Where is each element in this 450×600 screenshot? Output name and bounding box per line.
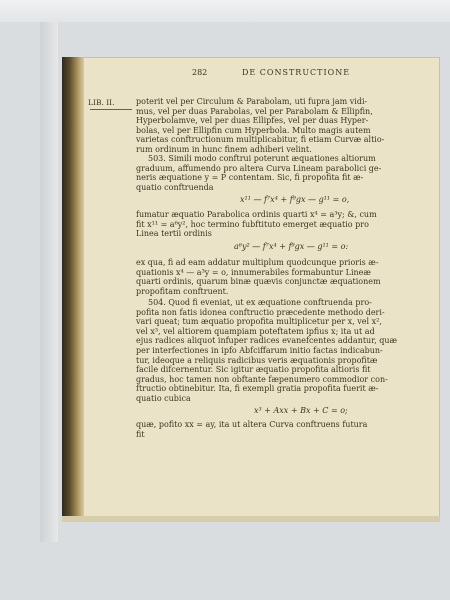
text-line: 504. Quod fi eveniat, ut ex æquatione conftruenda pro- [148, 298, 372, 307]
text-line: rum ordinum in hunc finem adhiberi velint. [136, 144, 312, 154]
text-line: bolas, vel per Ellipfin cum Hyperbola. Multo magis autem [136, 125, 371, 135]
running-title: DE CONSTRUCTIONE [242, 68, 351, 77]
text-line: neris æquatione y = P contentam. Sic, fi propofita fit æ- [136, 173, 364, 183]
paragraph-504 [136, 298, 397, 404]
text-line: poterit vel per Circulum & Parabolam, uti fupra jam vidi- [136, 97, 368, 106]
page-number: 282 [192, 68, 208, 77]
side-rule [90, 109, 132, 110]
text-line: fumatur æquatio Parabolica ordinis quarti x⁴ = a³y; &, cum [136, 210, 377, 219]
text-line: tur, ideoque a reliquis radicibus veris æquationis propofitæ [136, 355, 378, 365]
mat-shadow [40, 22, 58, 542]
text-line: quarti ordinis, quarum binæ quævis conjunctæ æquationem [136, 277, 381, 287]
text-line: per interfectiones in ipfo Abfciffarum initio factas indicabun- [136, 345, 383, 355]
text-line: mus, vel per duas Parabolas, vel per Parabolam & Ellipfin, [136, 106, 373, 116]
formula-2: a⁶y² — f⁷x⁴ + f⁹gx — g¹¹ = o: [234, 242, 349, 251]
text-line: vari queat; tum æquatio propofita multiplicetur per x, vel x², [136, 317, 382, 327]
paragraph-3 [136, 210, 377, 239]
formula-3: x³ + Axx + Bx + C = o; [254, 406, 348, 415]
mat-top [0, 0, 450, 22]
page-header [92, 62, 430, 76]
formula-1: x¹¹ — f⁷x⁴ + f⁹gx — g¹¹ = o, [240, 195, 350, 204]
text-line: graduum, affumendo pro altera Curva Lineam parabolici ge- [136, 163, 382, 173]
book-binding [62, 57, 84, 520]
text-line: fit [136, 429, 145, 439]
paragraph-1 [136, 97, 384, 155]
text-line: ejus radices aliquot infuper radices evanefcentes addantur, quæ [136, 336, 398, 346]
paragraph-503 [136, 154, 381, 192]
paragraph-4 [136, 258, 381, 296]
text-line: pofita non fatis idonea conftructio præcedente methodo deri- [136, 307, 385, 317]
text-line: vel x³, vel altiorem quampiam poteftatem ipfius x; ita ut ad [136, 326, 375, 336]
text-line: fit x¹¹ = a⁶y², hoc termino fubftituto emerget æquatio pro [136, 219, 369, 229]
side-label: LIB. II. [88, 98, 115, 107]
text-line: 503. Simili modo conftrui poterunt æquationes altiorum [148, 154, 376, 163]
text-line: quatio cubica [136, 393, 191, 403]
text-line: facile difcernentur. Sic igitur æquatio propofita altioris fit [136, 365, 371, 375]
text-line: gradus, hoc tamen non obftante fæpenumero commodior con- [136, 374, 388, 384]
text-line: varietas conftructionum multiplicabitur, fi etiam Curvæ altio- [136, 135, 385, 145]
text-line: quationis x⁴ — a³y = o, innumerabiles formabuntur Lineæ [136, 267, 371, 277]
text-line: propofitam conftruent. [136, 286, 229, 296]
text-line: Hyperbolamve, vel per duas Ellipfes, vel per duas Hyper- [136, 116, 369, 126]
text-line: Linea tertii ordinis [136, 229, 212, 239]
text-line: quatio conftruenda [136, 182, 214, 192]
text-line: ex qua, fi ad eam addatur multiplum quodcunque prioris æ- [136, 258, 379, 267]
page-bottom-edge [62, 516, 440, 522]
text-line: ftructio obtinebitur. Ita, fi exempli gratia propofita fuerit æ- [136, 384, 379, 394]
page-content [88, 62, 430, 512]
paragraph-6 [136, 420, 367, 439]
text-line: quæ, pofito xx = ay, ita ut altera Curva conftruens futura [136, 420, 368, 429]
